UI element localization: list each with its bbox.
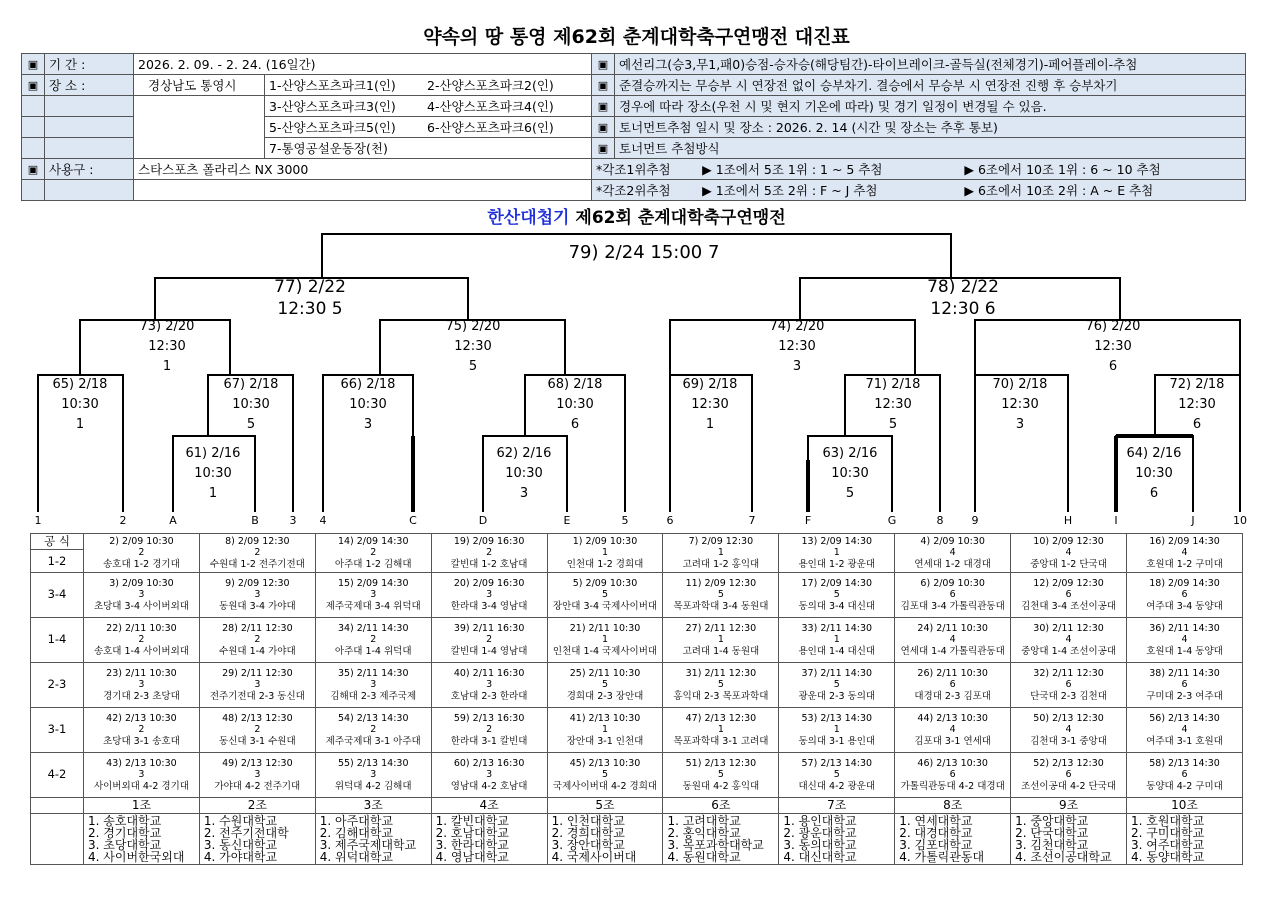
rule-change: 경우에 따라 장소(우천 시 및 현지 기온에 따라) 및 경기 일정이 변경될 수 있음. xyxy=(615,96,1246,117)
group-label: 9조 xyxy=(1011,798,1127,814)
r16-match: 68) 2/18 10:30 6 xyxy=(547,377,603,432)
schedule-row-label: 1-4 xyxy=(31,618,84,663)
schedule-row-label: 3-4 xyxy=(31,573,84,618)
team-name: 1. 송호대학교 xyxy=(88,814,162,828)
venue-1: 1-산양스포츠파크1(인) xyxy=(265,75,424,96)
schedule-header: 공 식 xyxy=(31,534,83,550)
team-name: 4. 가톨릭관동대 xyxy=(899,850,985,864)
bullet-icon: ▣ xyxy=(592,54,615,75)
group-teams xyxy=(547,814,663,865)
match-cell: 4) 2/09 10:30 4 연세대 1-2 대경대 xyxy=(895,534,1011,573)
group-teams xyxy=(895,814,1011,865)
match-cell: 17) 2/09 14:30 5 동의대 3-4 대신대 xyxy=(779,573,895,618)
venue-2: 2-산양스포츠파크2(인) xyxy=(423,75,592,96)
venue-4: 4-산양스포츠파크4(인) xyxy=(423,96,592,117)
group-teams xyxy=(1127,814,1243,865)
team-name: 3. 초당대학교 xyxy=(88,838,162,852)
bullet-icon: ▣ xyxy=(22,54,45,75)
match-cell: 54) 2/13 14:30 2 제주국제대 3-1 아주대 xyxy=(315,708,431,753)
team-name: 4. 가야대학교 xyxy=(203,850,278,864)
r16-match: 72) 2/18 12:30 6 xyxy=(1169,377,1225,432)
team-name: 1. 칼빈대학교 xyxy=(435,814,509,828)
team-name: 1. 인천대학교 xyxy=(551,814,625,828)
ball-value: 스타스포츠 폴라리스 NX 3000 xyxy=(134,159,592,180)
match-cell: 55) 2/13 14:30 3 위덕대 4-2 김해대 xyxy=(315,753,431,798)
team-name: 1. 고려대학교 xyxy=(667,814,741,828)
period-label: 기 간 : xyxy=(45,54,134,75)
match-cell: 38) 2/11 14:30 6 구미대 2-3 여주대 xyxy=(1127,663,1243,708)
match-cell: 7) 2/09 12:30 1 고려대 1-2 홍익대 xyxy=(663,534,779,573)
bracket-slot-label: C xyxy=(409,514,417,527)
match-cell: 9) 2/09 12:30 3 동원대 3-4 가야대 xyxy=(199,573,315,618)
bracket-title-highlight: 한산대첩기 xyxy=(487,208,570,228)
rule-draw-method: 토너먼트 추첨방식 xyxy=(615,138,1246,159)
team-name: 2. 김해대학교 xyxy=(319,826,394,840)
match-cell: 43) 2/13 10:30 3 사이버외대 4-2 경기대 xyxy=(84,753,200,798)
group-teams xyxy=(431,814,547,865)
page-title: 약속의 땅 통영 제62회 춘계대학축구연맹전 대진표 xyxy=(423,26,850,48)
match-cell: 52) 2/13 12:30 6 조선이공대 4-2 단국대 xyxy=(1011,753,1127,798)
bullet-icon: ▣ xyxy=(592,75,615,96)
match-cell: 46) 2/13 10:30 6 가톨릭관동대 4-2 대경대 xyxy=(895,753,1011,798)
match-cell: 30) 2/11 12:30 4 중앙대 1-4 조선이공대 xyxy=(1011,618,1127,663)
match-cell: 8) 2/09 12:30 2 수원대 1-2 전주기전대 xyxy=(199,534,315,573)
match-cell: 31) 2/11 12:30 5 홍익대 2-3 목포과학대 xyxy=(663,663,779,708)
group-label: 5조 xyxy=(547,798,663,814)
bracket-slot-label: D xyxy=(478,514,488,527)
match-cell: 45) 2/13 10:30 5 국제사이버대 4-2 경희대 xyxy=(547,753,663,798)
group-label: 4조 xyxy=(431,798,547,814)
match-cell: 57) 2/13 14:30 5 대신대 4-2 광운대 xyxy=(779,753,895,798)
match-cell: 15) 2/09 14:30 3 제주국제대 3-4 위덕대 xyxy=(315,573,431,618)
bracket-slot-label: 7 xyxy=(748,514,756,527)
r16-match: 67) 2/18 10:30 5 xyxy=(223,377,279,432)
bracket-slot-label: 5 xyxy=(621,514,629,527)
match-cell: 1) 2/09 10:30 1 인천대 1-2 경희대 xyxy=(547,534,663,573)
bracket-slot-label: 1 xyxy=(34,514,42,527)
team-name: 2. 대경대학교 xyxy=(899,826,973,840)
match-cell: 41) 2/13 10:30 1 장안대 3-1 인천대 xyxy=(547,708,663,753)
team-name: 4. 대신대학교 xyxy=(783,850,857,864)
group-label: 1조 xyxy=(84,798,200,814)
match-cell: 37) 2/11 14:30 5 광운대 2-3 동의대 xyxy=(779,663,895,708)
r32-match: 61) 2/16 10:30 1 xyxy=(185,446,241,501)
match-cell: 32) 2/11 12:30 6 단국대 2-3 김천대 xyxy=(1011,663,1127,708)
bracket-slot-label: E xyxy=(563,514,571,527)
team-name: 3. 여주대학교 xyxy=(1131,838,1205,852)
team-name: 2. 구미대학교 xyxy=(1131,826,1205,840)
match-cell: 47) 2/13 12:30 1 목포과학대 3-1 고려대 xyxy=(663,708,779,753)
schedule-row-label: 2-3 xyxy=(31,663,84,708)
match-cell: 23) 2/11 10:30 3 경기대 2-3 초당대 xyxy=(84,663,200,708)
match-cell: 25) 2/11 10:30 5 경희대 2-3 장안대 xyxy=(547,663,663,708)
match-cell: 39) 2/11 16:30 2 칼빈대 1-4 영남대 xyxy=(431,618,547,663)
team-name: 3. 김천대학교 xyxy=(1015,838,1089,852)
r16-match: 70) 2/18 12:30 3 xyxy=(992,377,1048,432)
draw-first-label: *각조1위추첨 xyxy=(592,159,699,180)
bracket-slot-label: 6 xyxy=(666,514,674,527)
match-cell: 35) 2/11 14:30 3 김해대 2-3 제주국제 xyxy=(315,663,431,708)
venue-label: 장 소 : xyxy=(45,75,134,96)
r16-match: 66) 2/18 10:30 3 xyxy=(340,377,396,432)
quarter-match: 75) 2/20 12:30 5 xyxy=(445,319,501,374)
match-cell: 51) 2/13 12:30 5 동원대 4-2 홍익대 xyxy=(663,753,779,798)
r32-match: 62) 2/16 10:30 3 xyxy=(496,446,552,501)
ball-label: 사용구 : xyxy=(45,159,134,180)
match-cell: 3) 2/09 10:30 3 초당대 3-4 사이버외대 xyxy=(84,573,200,618)
draw-first-a: ▶ 1조에서 5조 1위 : 1 ~ 5 추첨 xyxy=(698,159,960,180)
group-teams xyxy=(199,814,315,865)
venue-5: 5-산양스포츠파크5(인) xyxy=(265,117,424,138)
team-name: 4. 동원대학교 xyxy=(667,850,741,864)
team-name: 4. 국제사이버대 xyxy=(551,850,637,864)
match-cell: 28) 2/11 12:30 2 수원대 1-4 가야대 xyxy=(199,618,315,663)
match-cell: 49) 2/13 12:30 3 가야대 4-2 전주기대 xyxy=(199,753,315,798)
match-cell: 44) 2/13 10:30 4 김포대 3-1 연세대 xyxy=(895,708,1011,753)
match-cell: 16) 2/09 14:30 4 호원대 1-2 구미대 xyxy=(1127,534,1243,573)
match-cell: 14) 2/09 14:30 2 아주대 1-2 김해대 xyxy=(315,534,431,573)
draw-second-a: ▶ 1조에서 5조 2위 : F ~ J 추첨 xyxy=(698,180,960,201)
bracket-title-rest: 제62회 춘계대학축구연맹전 xyxy=(569,208,786,228)
team-name: 2. 단국대학교 xyxy=(1015,826,1089,840)
team-name: 2. 경희대학교 xyxy=(551,826,625,840)
team-name: 3. 제주국제대학교 xyxy=(319,838,417,852)
semi-right-match: 78) 2/22 12:30 6 xyxy=(927,277,999,319)
team-name: 4. 사이버한국외대 xyxy=(88,850,185,864)
venue-6: 6-산양스포츠파크6(인) xyxy=(423,117,592,138)
group-label: 10조 xyxy=(1127,798,1243,814)
bullet-icon: ▣ xyxy=(592,96,615,117)
semi-left-match: 77) 2/22 12:30 5 xyxy=(274,277,346,319)
bracket-slot-label: F xyxy=(804,514,812,527)
r16-match: 69) 2/18 12:30 1 xyxy=(682,377,738,432)
group-teams xyxy=(315,814,431,865)
group-teams xyxy=(84,814,200,865)
bracket-slot-label: 3 xyxy=(289,514,297,527)
group-label: 3조 xyxy=(315,798,431,814)
team-name: 3. 목포과학대학교 xyxy=(667,838,764,852)
bullet-icon: ▣ xyxy=(22,159,45,180)
match-cell: 56) 2/13 14:30 4 여주대 3-1 호원대 xyxy=(1127,708,1243,753)
match-cell: 10) 2/09 12:30 4 중앙대 1-2 단국대 xyxy=(1011,534,1127,573)
bracket-slot-label: 2 xyxy=(119,514,127,527)
match-cell: 36) 2/11 14:30 4 호원대 1-4 동양대 xyxy=(1127,618,1243,663)
team-name: 4. 조선이공대학교 xyxy=(1015,850,1112,864)
match-cell: 34) 2/11 14:30 2 아주대 1-4 위덕대 xyxy=(315,618,431,663)
schedule-table xyxy=(30,533,1243,865)
schedule-row-label: 3-1 xyxy=(31,708,84,753)
match-cell: 18) 2/09 14:30 6 여주대 3-4 동양대 xyxy=(1127,573,1243,618)
venue-7: 7-통영공설운동장(천) xyxy=(265,138,592,159)
bracket-slot-label: 8 xyxy=(936,514,944,527)
team-name: 2. 광운대학교 xyxy=(783,826,857,840)
match-cell: 48) 2/13 12:30 2 동신대 3-1 수원대 xyxy=(199,708,315,753)
match-cell: 24) 2/11 10:30 4 연세대 1-4 가톨릭관동대 xyxy=(895,618,1011,663)
group-label: 7조 xyxy=(779,798,895,814)
team-name: 1. 수원대학교 xyxy=(203,814,278,828)
bullet-icon: ▣ xyxy=(592,138,615,159)
match-cell: 13) 2/09 14:30 1 용인대 1-2 광운대 xyxy=(779,534,895,573)
match-cell: 58) 2/13 14:30 6 동양대 4-2 구미대 xyxy=(1127,753,1243,798)
team-name: 2. 홍익대학교 xyxy=(667,826,741,840)
match-cell: 19) 2/09 16:30 2 칼빈대 1-2 호남대 xyxy=(431,534,547,573)
group-label: 2조 xyxy=(199,798,315,814)
venue-city: 경상남도 통영시 xyxy=(134,75,265,96)
team-name: 4. 동양대학교 xyxy=(1131,850,1205,864)
draw-first-b: ▶ 6조에서 10조 1위 : 6 ~ 10 추첨 xyxy=(960,159,1245,180)
team-name: 2. 전주기전대학 xyxy=(203,826,289,840)
venue-3: 3-산양스포츠파크3(인) xyxy=(265,96,424,117)
team-name: 3. 동신대학교 xyxy=(203,838,278,852)
schedule-row-label: 공 식 1-2 xyxy=(31,534,84,573)
group-label: 8조 xyxy=(895,798,1011,814)
team-name: 3. 동의대학교 xyxy=(783,838,857,852)
group-label: 6조 xyxy=(663,798,779,814)
bracket-slot-label: 4 xyxy=(319,514,327,527)
draw-second-b: ▶ 6조에서 10조 2위 : A ~ E 추첨 xyxy=(960,180,1245,201)
match-cell: 20) 2/09 16:30 3 한라대 3-4 영남대 xyxy=(431,573,547,618)
match-cell: 11) 2/09 12:30 5 목포과학대 3-4 동원대 xyxy=(663,573,779,618)
bullet-icon: ▣ xyxy=(592,117,615,138)
quarter-match: 76) 2/20 12:30 6 xyxy=(1085,319,1141,374)
match-cell: 50) 2/13 12:30 4 김천대 3-1 중앙대 xyxy=(1011,708,1127,753)
match-cell: 42) 2/13 10:30 2 초당대 3-1 송호대 xyxy=(84,708,200,753)
draw-second-label: *각조2위추첨 xyxy=(592,180,699,201)
bracket-slot-label: H xyxy=(1063,514,1073,527)
match-cell: 12) 2/09 12:30 6 김천대 3-4 조선이공대 xyxy=(1011,573,1127,618)
bracket-slot-label: 9 xyxy=(971,514,979,527)
match-cell: 26) 2/11 10:30 6 대경대 2-3 김포대 xyxy=(895,663,1011,708)
match-cell: 5) 2/09 10:30 5 장안대 3-4 국제사이버대 xyxy=(547,573,663,618)
team-name: 2. 경기대학교 xyxy=(88,826,162,840)
rule-league: 예선리그(승3,무1,패0)승점-승자승(해당팀간)-타이브레이크-골득실(전체경기)-페어플레이-추첨 xyxy=(615,54,1246,75)
match-cell: 60) 2/13 16:30 3 영남대 4-2 호남대 xyxy=(431,753,547,798)
match-cell: 33) 2/11 14:30 1 용인대 1-4 대신대 xyxy=(779,618,895,663)
match-cell: 22) 2/11 10:30 2 송호대 1-4 사이버외대 xyxy=(84,618,200,663)
team-name: 1. 연세대학교 xyxy=(899,814,973,828)
team-name: 1. 호원대학교 xyxy=(1131,814,1205,828)
team-name: 2. 호남대학교 xyxy=(435,826,509,840)
final-match: 79) 2/24 15:00 7 xyxy=(568,242,720,263)
team-name: 3. 장안대학교 xyxy=(551,838,625,852)
r32-match: 64) 2/16 10:30 6 xyxy=(1126,446,1182,501)
r32-match: 63) 2/16 10:30 5 xyxy=(822,446,878,501)
match-cell: 2) 2/09 10:30 2 송호대 1-2 경기대 xyxy=(84,534,200,573)
team-name: 1. 아주대학교 xyxy=(319,814,394,828)
quarter-match: 74) 2/20 12:30 3 xyxy=(769,319,825,374)
r16-match: 65) 2/18 10:30 1 xyxy=(52,377,108,432)
match-cell: 29) 2/11 12:30 3 전주기전대 2-3 동신대 xyxy=(199,663,315,708)
rule-draw-date: 토너먼트추첨 일시 및 장소 : 2026. 2. 14 (시간 및 장소는 추후 통보) xyxy=(615,117,1246,138)
match-cell: 40) 2/11 16:30 3 호남대 2-3 한라대 xyxy=(431,663,547,708)
team-name: 1. 중앙대학교 xyxy=(1015,814,1089,828)
bracket-slot-label: J xyxy=(1191,514,1195,527)
team-name: 4. 영남대학교 xyxy=(435,850,509,864)
team-name: 3. 김포대학교 xyxy=(899,838,973,852)
match-cell: 53) 2/13 14:30 1 동의대 3-1 용인대 xyxy=(779,708,895,753)
bullet-icon: ▣ xyxy=(22,75,45,96)
group-teams xyxy=(1011,814,1127,865)
bracket-slot-label: B xyxy=(251,514,259,527)
rule-penalty: 준결승까지는 무승부 시 연장전 없이 승부차기. 결승에서 무승부 시 연장전 진행 후 승부차기 xyxy=(615,75,1246,96)
bracket-slot-label: 10 xyxy=(1233,514,1247,527)
match-cell: 6) 2/09 10:30 6 김포대 3-4 가톨릭관동대 xyxy=(895,573,1011,618)
r16-match: 71) 2/18 12:30 5 xyxy=(865,377,921,432)
bracket-slot-label: I xyxy=(1114,514,1118,527)
quarter-match: 73) 2/20 12:30 1 xyxy=(139,319,195,374)
bracket-slot-label: G xyxy=(887,514,897,527)
schedule-row-label: 4-2 xyxy=(31,753,84,798)
group-teams xyxy=(779,814,895,865)
group-teams xyxy=(663,814,779,865)
team-name: 4. 위덕대학교 xyxy=(319,850,394,864)
team-name: 3. 한라대학교 xyxy=(435,838,509,852)
match-cell: 21) 2/11 10:30 1 인천대 1-4 국제사이버대 xyxy=(547,618,663,663)
bracket-slot-label: A xyxy=(169,514,177,527)
period-value: 2026. 2. 09. - 2. 24. (16일간) xyxy=(134,54,592,75)
match-cell: 27) 2/11 12:30 1 고려대 1-4 동원대 xyxy=(663,618,779,663)
team-name: 1. 용인대학교 xyxy=(783,814,857,828)
match-cell: 59) 2/13 16:30 2 한라대 3-1 칼빈대 xyxy=(431,708,547,753)
